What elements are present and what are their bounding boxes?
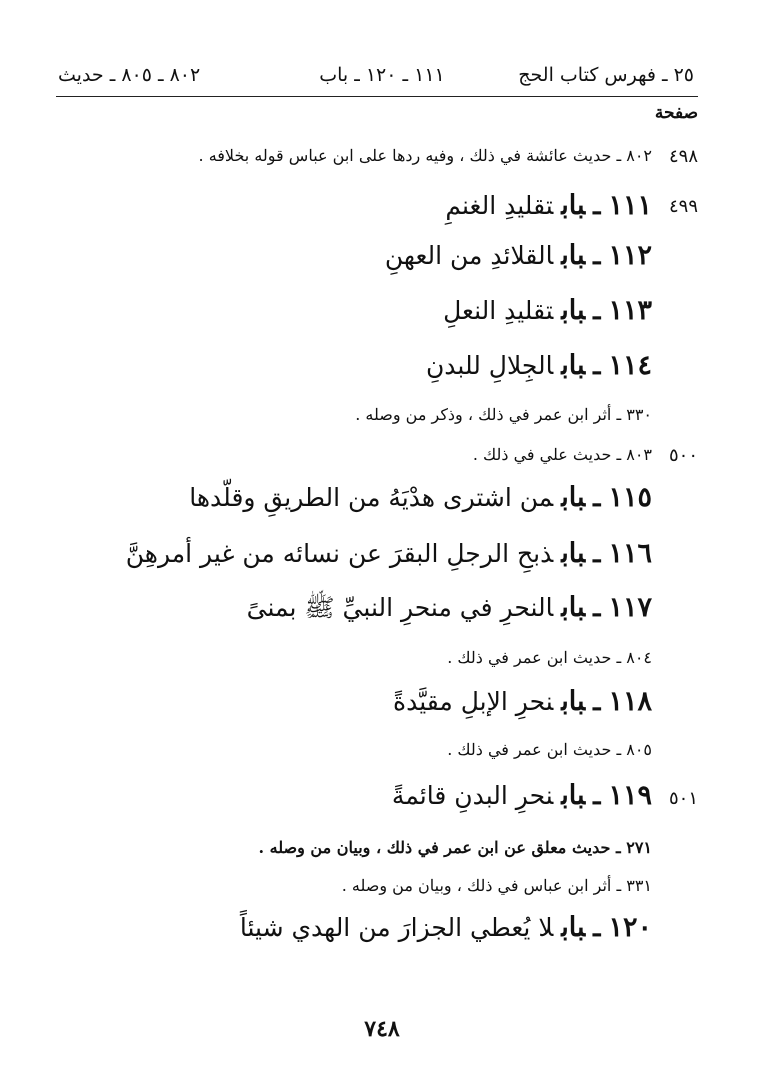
running-header-chapters: ١١١ ـ ١٢٠ ـ باب: [319, 64, 445, 86]
chapter-dash: ـ: [593, 351, 601, 380]
chapter-number: ١١٦: [608, 538, 652, 569]
header-rule: [56, 96, 698, 97]
chapter-number: ١١٨: [608, 686, 652, 717]
chapter-number: ١١٣: [608, 295, 652, 326]
chapter-keyword: باب: [561, 482, 586, 513]
page-column-label: صفحة: [654, 103, 698, 123]
chapter-number: ١١٩: [608, 780, 652, 811]
chapter-dash: ـ: [593, 296, 601, 325]
chapter-keyword: باب: [561, 538, 586, 569]
chapter-dash: ـ: [593, 483, 601, 512]
chapter-keyword: باب: [561, 592, 586, 623]
chapter-dash: ـ: [593, 687, 601, 716]
entry-text: ٣٣٠ ـ أثر ابن عمر في ذلك ، وذكر من وصله .: [355, 405, 652, 424]
page-ref: ٥٠١: [668, 788, 698, 809]
chapter-keyword: باب: [561, 240, 586, 271]
entry-text: ٣٣١ ـ أثر ابن عباس في ذلك ، وبيان من وصله .: [341, 876, 652, 895]
chapter-dash: ـ: [593, 913, 601, 942]
chapter-number: ١٢٠: [608, 912, 652, 943]
chapter-dash: ـ: [593, 781, 601, 810]
page-ref: ٥٠٠: [668, 445, 698, 466]
chapter-dash: ـ: [593, 539, 601, 568]
chapter-keyword: باب: [561, 295, 586, 326]
chapter-number: ١١١: [608, 190, 652, 221]
entry-text: ٨٠٢ ـ حديث عائشة في ذلك ، وفيه ردها على ابن عباس قوله بخلافه .: [198, 146, 652, 165]
running-header-hadith: ٨٠٢ ـ ٨٠٥ ـ حديث: [58, 64, 201, 86]
chapter-dash: ـ: [593, 593, 601, 622]
chapter-number: ١١٢: [608, 240, 652, 271]
chapter-dash: ـ: [593, 241, 601, 270]
chapter-title: من اشترى هدْيَهُ من الطريقِ وقلّدها: [189, 483, 554, 512]
entry-text: ٨٠٣ ـ حديث علي في ذلك .: [472, 445, 652, 464]
chapter-keyword: باب: [561, 350, 586, 381]
chapter-title: القلائدِ من العهنِ: [384, 241, 554, 270]
page-ref: ٤٩٩: [668, 196, 698, 217]
chapter-keyword: باب: [561, 686, 586, 717]
chapter-title: نحرِ الإبلِ مقيَّدةً: [392, 687, 554, 716]
chapter-title: لا يُعطي الجزارَ من الهدي شيئاً: [239, 913, 554, 942]
chapter-keyword: باب: [561, 190, 586, 221]
chapter-title: تقليدِ الغنمِ: [445, 191, 554, 220]
chapter-number: ١١٤: [608, 350, 652, 381]
chapter-title: النحرِ في منحرِ النبيِّ ﷺ بمنىً: [246, 593, 554, 622]
page-ref: ٤٩٨: [668, 146, 698, 167]
entry-text: ٨٠٤ ـ حديث ابن عمر في ذلك .: [447, 648, 652, 667]
chapter-dash: ـ: [593, 191, 601, 220]
running-header-section: ٢٥ ـ فهرس كتاب الحج: [518, 64, 694, 86]
page-number: ٧٤٨: [364, 1016, 400, 1042]
chapter-title: تقليدِ النعلِ: [443, 296, 554, 325]
entry-text: ٨٠٥ ـ حديث ابن عمر في ذلك .: [447, 740, 652, 759]
chapter-title: نحرِ البدنِ قائمةً: [391, 781, 554, 810]
chapter-title: ذبحِ الرجلِ البقرَ عن نسائه من غير أمرهِنَّ: [125, 539, 554, 568]
entry-text: ٢٧١ ـ حديث معلق عن ابن عمر في ذلك ، وبيان من وصله .: [258, 838, 652, 857]
chapter-keyword: باب: [561, 912, 586, 943]
chapter-keyword: باب: [561, 780, 586, 811]
chapter-number: ١١٥: [608, 482, 652, 513]
chapter-title: الجِلالِ للبدنِ: [425, 351, 554, 380]
chapter-number: ١١٧: [608, 592, 652, 623]
